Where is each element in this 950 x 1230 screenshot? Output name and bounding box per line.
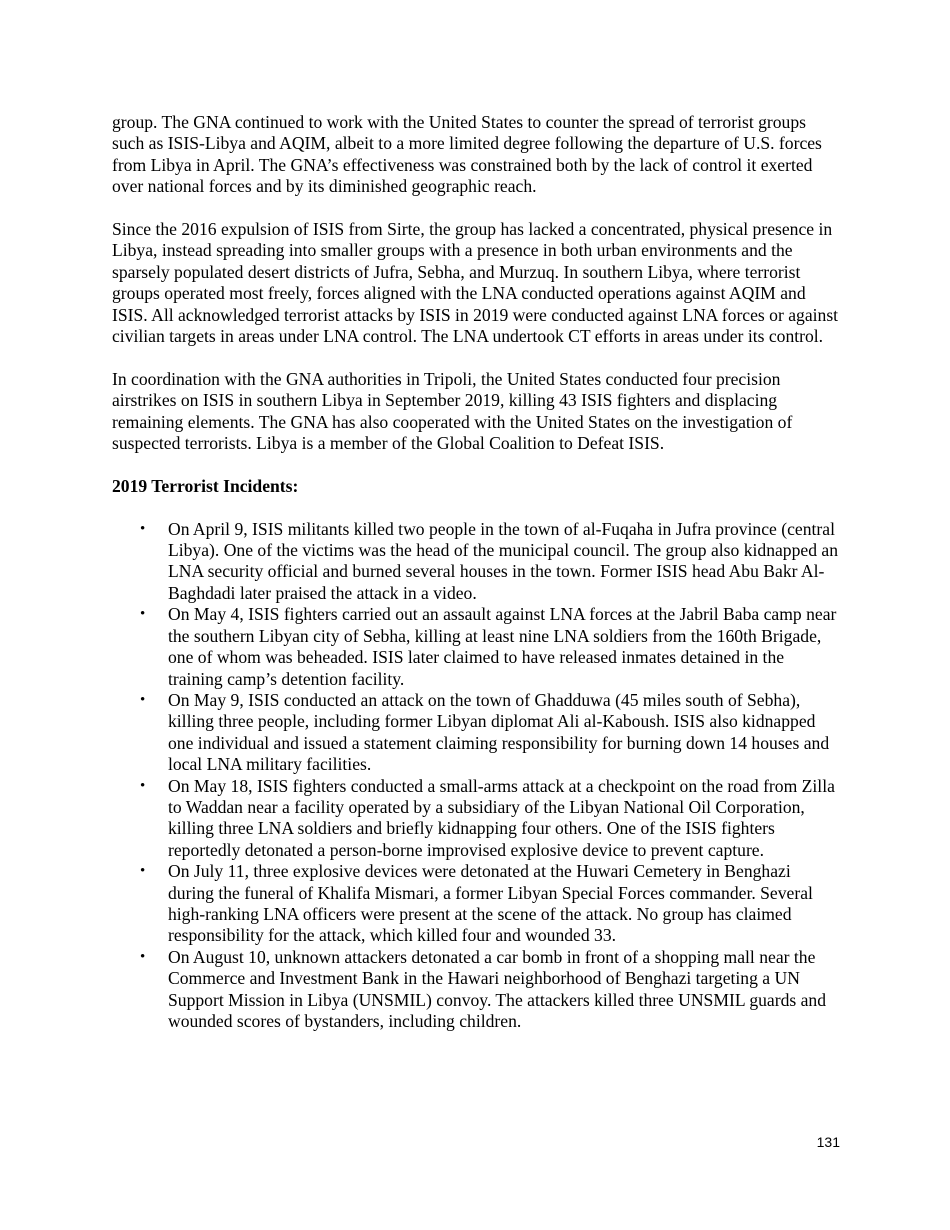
incident-item xyxy=(112,776,840,862)
incident-text: On August 10, unknown attackers detonated a car bomb in front of a shopping mall near the Commerce and Investment Bank in the Hawari neighborhood of Benghazi targeting a UN Support Mission in Libya (UNSMIL) convoy. The attackers killed three UNSMIL guards and wounded scores of bystanders, including children. xyxy=(168,946,827,1031)
section-heading: 2019 Terrorist Incidents: xyxy=(112,475,299,496)
incident-item xyxy=(112,861,840,947)
incident-item xyxy=(112,690,840,776)
incident-list xyxy=(112,519,840,1033)
bullet-icon: • xyxy=(140,691,146,708)
incident-item xyxy=(112,519,840,605)
document-body xyxy=(112,112,840,1032)
incident-item xyxy=(112,604,840,690)
incident-item xyxy=(112,947,840,1033)
body-paragraph-1: group. The GNA continued to work with the United States to counter the spread of terrorist groups such as ISIS-Libya and AQIM, albeit to a more limited degree following the departure of U.S. forces from Libya in April. The GNA’s effectiveness was constrained both by the lack of control it exerted over national forces and by its diminished geographic reach. xyxy=(112,112,822,197)
incident-text: On April 9, ISIS militants killed two people in the town of al-Fuqaha in Jufra province (central Libya). One of the victims was the head of the municipal council. The group also kidnapped an LNA security official and burned several houses in the town. Former ISIS head Abu Bakr Al-Baghdadi later praised the attack in a video. xyxy=(168,518,839,603)
bullet-icon: • xyxy=(140,863,146,880)
body-paragraph-3: In coordination with the GNA authorities in Tripoli, the United States conducted four precision airstrikes on ISIS in southern Libya in September 2019, killing 43 ISIS fighters and displacing remaining elements. The GNA has also cooperated with the United States on the investigation of suspected terrorists. Libya is a member of the Global Coalition to Defeat ISIS. xyxy=(112,368,793,454)
incident-text: On May 4, ISIS fighters carried out an assault against LNA forces at the Jabril Baba camp near the southern Libyan city of Sebha, killing at least nine LNA soldiers from the 160th Brigade, one of whom was beheaded. ISIS later claimed to have released inmates detained in the training camp’s detention facility. xyxy=(168,604,837,689)
incident-text: On May 18, ISIS fighters conducted a small-arms attack at a checkpoint on the road from Zilla to Waddan near a facility operated by a subsidiary of the Libyan National Oil Corporation, killing three LNA soldiers and briefly kidnapping four others. One of the ISIS fighters reportedly detonated a person-borne improvised explosive device to prevent capture. xyxy=(168,775,835,860)
bullet-icon: • xyxy=(140,777,146,794)
incident-text: On May 9, ISIS conducted an attack on the town of Ghadduwa (45 miles south of Sebha), killing three people, including former Libyan diplomat Ali al-Kaboush. ISIS also kidnapped one individual and issued a statement claiming responsibility for burning down 14 houses and local LNA military facilities. xyxy=(168,689,830,775)
body-paragraph-2: Since the 2016 expulsion of ISIS from Sirte, the group has lacked a concentrated, physical presence in Libya, instead spreading into smaller groups with a presence in both urban environments and the sparsely populated desert districts of Jufra, Sebha, and Murzuq. In southern Libya, where terrorist groups operated most freely, forces aligned with the LNA conducted operations against AQIM and ISIS. All acknowledged terrorist attacks by ISIS in 2019 were conducted against LNA forces or against civilian targets in areas under LNA control. The LNA undertook CT efforts in areas under its control. xyxy=(112,219,839,347)
page-number: 131 xyxy=(816,1134,840,1150)
bullet-icon: • xyxy=(140,606,146,623)
incident-text: On July 11, three explosive devices were detonated at the Huwari Cemetery in Benghazi during the funeral of Khalifa Mismari, a former Libyan Special Forces commander. Several high-ranking LNA officers were present at the scene of the attack. No group has claimed responsibility for the attack, which killed four and wounded 33. xyxy=(168,861,813,946)
bullet-icon: • xyxy=(140,520,146,537)
bullet-icon: • xyxy=(140,948,146,965)
